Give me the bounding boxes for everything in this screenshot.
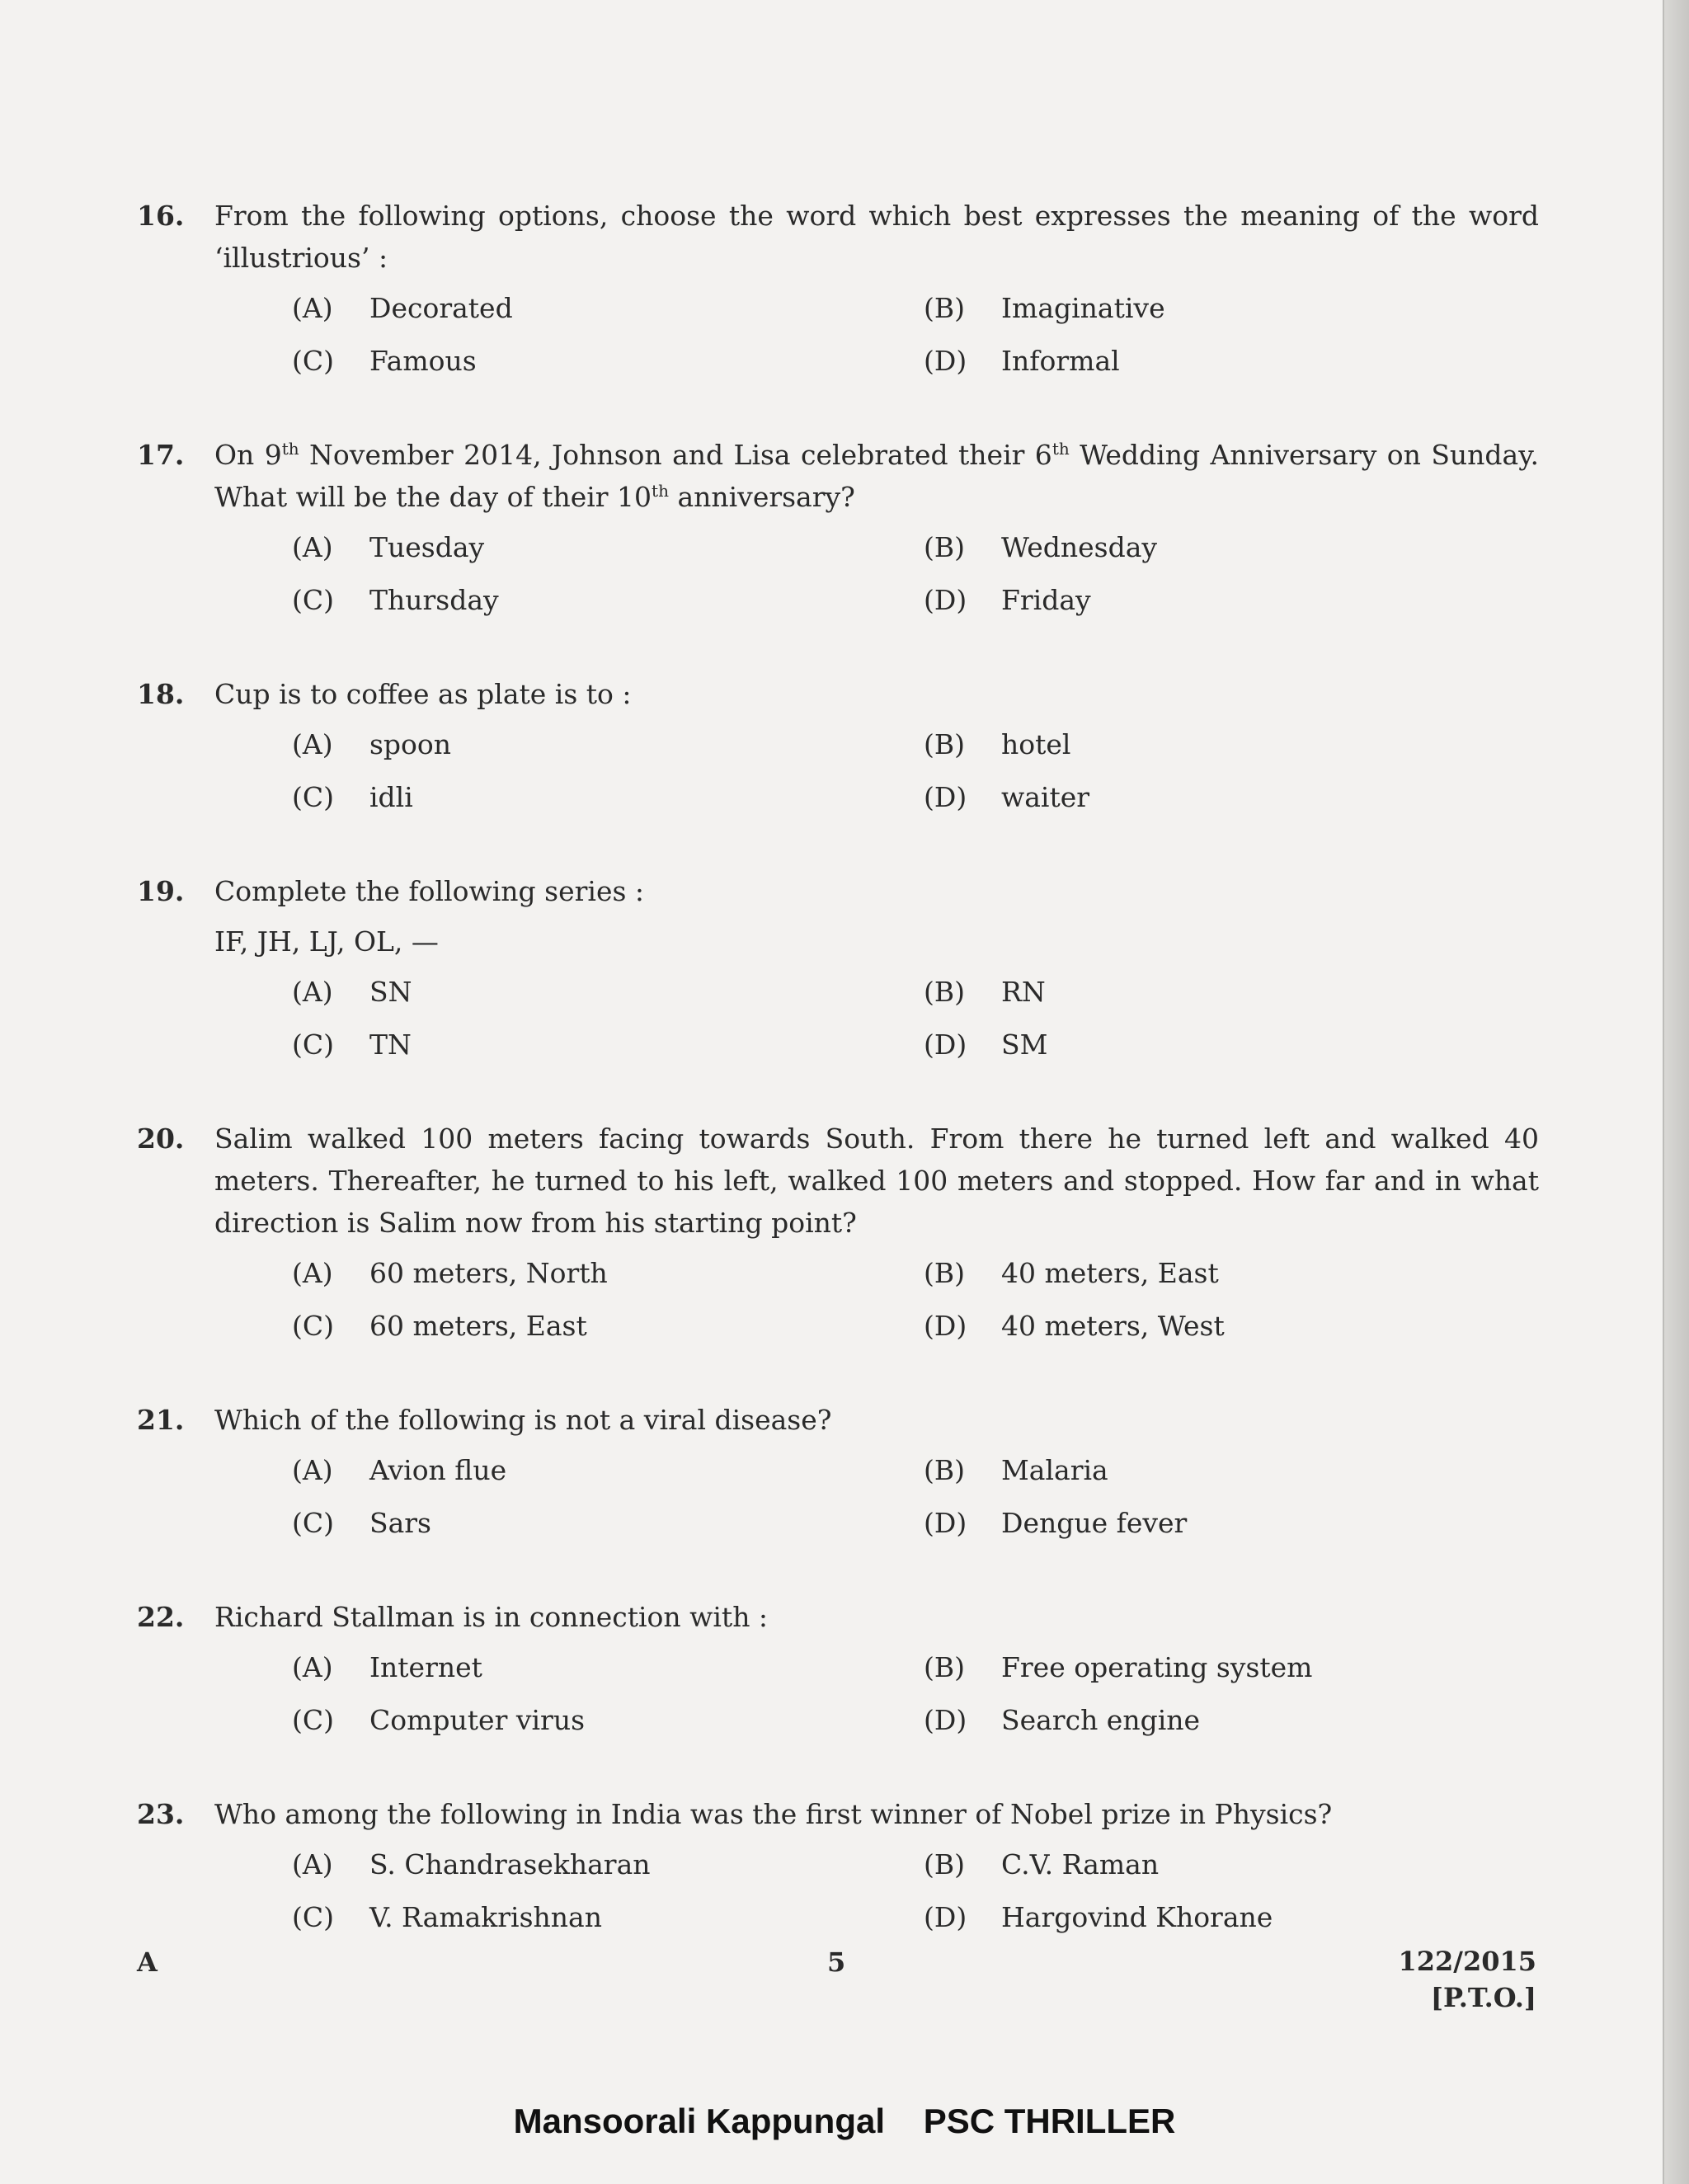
option-label: (C) bbox=[292, 1901, 334, 1933]
option-text: TN bbox=[369, 1028, 412, 1061]
options bbox=[292, 287, 1539, 383]
question-text: On 9th November 2014, Johnson and Lisa celebrated their 6th Wedding Anniversary on Sunday. What will be the day of their 10th anniversary? bbox=[214, 439, 1539, 513]
question-20 bbox=[137, 1118, 1539, 1348]
option-text: Dengue fever bbox=[1001, 1507, 1188, 1539]
option-text: idli bbox=[369, 781, 413, 813]
option-text: Imaginative bbox=[1001, 292, 1165, 324]
option-label: (B) bbox=[924, 531, 965, 563]
question-number: 21. bbox=[137, 1404, 185, 1436]
option-c bbox=[292, 579, 924, 622]
question-19 bbox=[137, 870, 1539, 1066]
question-text: Richard Stallman is in connection with : bbox=[214, 1601, 769, 1633]
paper-code-block bbox=[1398, 1943, 1536, 2016]
option-text: 60 meters, East bbox=[369, 1310, 587, 1342]
option-label: (D) bbox=[924, 345, 967, 377]
option-d bbox=[924, 776, 1435, 819]
option-a bbox=[292, 1252, 924, 1295]
page-number: 5 bbox=[827, 1946, 846, 1978]
option-text: Free operating system bbox=[1001, 1651, 1313, 1683]
option-text: 40 meters, West bbox=[1001, 1310, 1225, 1342]
option-text: Friday bbox=[1001, 584, 1091, 616]
option-text: Thursday bbox=[369, 584, 499, 616]
option-label: (C) bbox=[292, 1507, 334, 1539]
option-label: (D) bbox=[924, 1310, 967, 1342]
option-text: hotel bbox=[1001, 728, 1071, 760]
option-label: (A) bbox=[292, 1651, 333, 1683]
question-number: 23. bbox=[137, 1798, 185, 1830]
option-label: (C) bbox=[292, 1704, 334, 1736]
option-d bbox=[924, 1024, 1435, 1066]
options bbox=[292, 1843, 1539, 1939]
option-b bbox=[924, 1252, 1435, 1295]
question-text: Complete the following series : bbox=[214, 875, 645, 907]
option-a bbox=[292, 723, 924, 766]
option-b bbox=[924, 723, 1435, 766]
option-d bbox=[924, 1305, 1435, 1348]
option-text: 40 meters, East bbox=[1001, 1257, 1219, 1289]
option-label: (C) bbox=[292, 781, 334, 813]
option-text: Wednesday bbox=[1001, 531, 1158, 563]
question-text: From the following options, choose the word which best expresses the meaning of the word ‘illustrious’ : bbox=[214, 200, 1539, 274]
question-text: Cup is to coffee as plate is to : bbox=[214, 678, 632, 710]
option-d bbox=[924, 1896, 1435, 1939]
series-code: A bbox=[137, 1946, 158, 1978]
option-text: SM bbox=[1001, 1028, 1048, 1061]
option-label: (A) bbox=[292, 728, 333, 760]
option-label: (A) bbox=[292, 1454, 333, 1486]
option-label: (D) bbox=[924, 1028, 967, 1061]
option-label: (C) bbox=[292, 345, 334, 377]
question-number: 22. bbox=[137, 1601, 185, 1633]
option-c bbox=[292, 1305, 924, 1348]
page-edge bbox=[1663, 0, 1689, 2184]
option-b bbox=[924, 971, 1435, 1014]
question-21 bbox=[137, 1399, 1539, 1545]
option-b bbox=[924, 1449, 1435, 1492]
question-18 bbox=[137, 673, 1539, 819]
question-23 bbox=[137, 1793, 1539, 1939]
question-text: Salim walked 100 meters facing towards South. From there he turned left and walked 40 meters. Thereafter, he turned to his left, walked 100 meters and stopped. How far and in what direction is Salim now from his starting point? bbox=[214, 1123, 1539, 1239]
series-sequence: IF, JH, LJ, OL, — bbox=[214, 925, 439, 958]
option-text: Famous bbox=[369, 345, 477, 377]
option-label: (C) bbox=[292, 584, 334, 616]
question-number: 19. bbox=[137, 875, 185, 907]
option-a bbox=[292, 971, 924, 1014]
option-c bbox=[292, 776, 924, 819]
option-b bbox=[924, 287, 1435, 330]
option-label: (B) bbox=[924, 1848, 965, 1880]
option-text: Decorated bbox=[369, 292, 513, 324]
option-label: (A) bbox=[292, 1848, 333, 1880]
option-text: Internet bbox=[369, 1651, 482, 1683]
option-label: (D) bbox=[924, 1901, 967, 1933]
option-label: (A) bbox=[292, 292, 333, 324]
option-label: (A) bbox=[292, 1257, 333, 1289]
pto-note: [P.T.O.] bbox=[1430, 1982, 1536, 2013]
option-b bbox=[924, 1646, 1435, 1689]
option-text: S. Chandrasekharan bbox=[369, 1848, 651, 1880]
option-c bbox=[292, 1699, 924, 1742]
options bbox=[292, 1646, 1539, 1742]
option-label: (A) bbox=[292, 976, 333, 1008]
options bbox=[292, 1449, 1539, 1545]
options bbox=[292, 971, 1539, 1066]
option-c bbox=[292, 1502, 924, 1545]
option-label: (B) bbox=[924, 292, 965, 324]
option-text: Avion flue bbox=[369, 1454, 507, 1486]
option-label: (B) bbox=[924, 976, 965, 1008]
options bbox=[292, 526, 1539, 622]
option-text: spoon bbox=[369, 728, 452, 760]
option-label: (D) bbox=[924, 584, 967, 616]
options bbox=[292, 1252, 1539, 1348]
option-label: (B) bbox=[924, 728, 965, 760]
option-label: (A) bbox=[292, 531, 333, 563]
option-d bbox=[924, 1502, 1435, 1545]
option-c bbox=[292, 1896, 924, 1939]
option-a bbox=[292, 526, 924, 569]
paper-code: 122/2015 bbox=[1398, 1946, 1536, 1977]
option-label: (B) bbox=[924, 1454, 965, 1486]
options bbox=[292, 723, 1539, 819]
option-c bbox=[292, 340, 924, 383]
watermark-text: Mansoorali Kappungal PSC THRILLER bbox=[513, 2102, 1176, 2140]
option-a bbox=[292, 1843, 924, 1886]
option-label: (B) bbox=[924, 1257, 965, 1289]
option-label: (B) bbox=[924, 1651, 965, 1683]
question-16 bbox=[137, 195, 1539, 383]
option-c bbox=[292, 1024, 924, 1066]
question-17 bbox=[137, 434, 1539, 622]
option-label: (C) bbox=[292, 1310, 334, 1342]
option-text: Malaria bbox=[1001, 1454, 1108, 1486]
option-text: waiter bbox=[1001, 781, 1090, 813]
question-number: 20. bbox=[137, 1123, 185, 1155]
question-text: Who among the following in India was the first winner of Nobel prize in Physics? bbox=[214, 1798, 1333, 1830]
option-label: (D) bbox=[924, 1507, 967, 1539]
option-text: C.V. Raman bbox=[1001, 1848, 1160, 1880]
option-a bbox=[292, 1646, 924, 1689]
option-label: (D) bbox=[924, 1704, 967, 1736]
question-list bbox=[137, 195, 1539, 1990]
option-text: Hargovind Khorane bbox=[1001, 1901, 1273, 1933]
option-text: Tuesday bbox=[369, 531, 485, 563]
option-b bbox=[924, 1843, 1435, 1886]
option-text: Sars bbox=[369, 1507, 431, 1539]
option-text: Informal bbox=[1001, 345, 1120, 377]
option-a bbox=[292, 287, 924, 330]
option-d bbox=[924, 579, 1435, 622]
question-text: Which of the following is not a viral disease? bbox=[214, 1404, 832, 1436]
option-text: 60 meters, North bbox=[369, 1257, 608, 1289]
option-label: (D) bbox=[924, 781, 967, 813]
option-text: Computer virus bbox=[369, 1704, 586, 1736]
option-text: SN bbox=[369, 976, 412, 1008]
question-22 bbox=[137, 1596, 1539, 1742]
question-number: 17. bbox=[137, 439, 185, 471]
option-b bbox=[924, 526, 1435, 569]
question-number: 16. bbox=[137, 200, 185, 232]
option-label: (C) bbox=[292, 1028, 334, 1061]
option-d bbox=[924, 340, 1435, 383]
option-a bbox=[292, 1449, 924, 1492]
option-d bbox=[924, 1699, 1435, 1742]
option-text: Search engine bbox=[1001, 1704, 1201, 1736]
question-number: 18. bbox=[137, 678, 185, 710]
option-text: V. Ramakrishnan bbox=[369, 1901, 602, 1933]
option-text: RN bbox=[1001, 976, 1046, 1008]
